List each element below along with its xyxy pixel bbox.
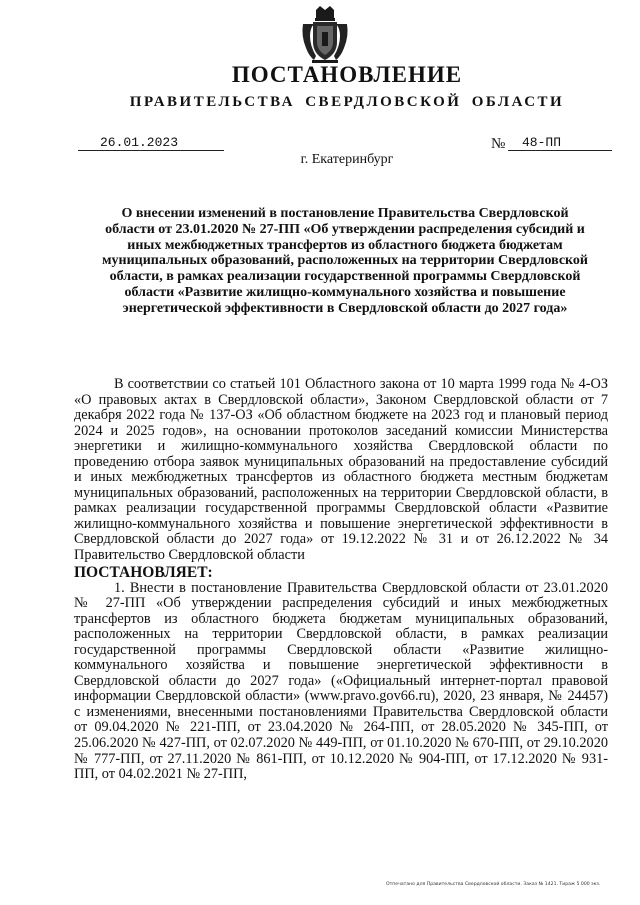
- date-field: [78, 135, 224, 151]
- item-1-paragraph: 1. Внести в постановление Правительства Свердловской области от 23.01.2020 № 27-ПП «Об утверждении распределения субсидий и иных межбюджетных трансфертов из областного бюджета бюджетам муниципальных образований, расположенных на территории Свердловской области, в рамках реализации государственной программы Свердловской области «Развитие жилищно-коммунального хозяйства и повышение энергетической эффективности в Свердловской области до 2027 года» («Официальный интернет-портал правовой информации Свердловской области» (www.pravo.gov66.ru), 2020, 23 января, № 24457) с изменениями, внесенными постановлениями Правительства Свердловской области от 09.04.2020 № 221-ПП, от 23.04.2020 № 264-ПП, от 28.05.2020 № 345-ПП, от 25.06.2020 № 427-ПП, от 02.07.2020 № 449-ПП, от 01.10.2020 № 670-ПП, от 29.10.2020 № 777-ПП, от 27.11.2020 № 861-ПП, от 10.12.2020 № 904-ПП, от 17.12.2020 № 931-ПП, от 04.02.2021 № 27-ПП,: [74, 579, 608, 783]
- document-date: 26.01.2023: [100, 135, 179, 150]
- document-body: [74, 377, 608, 783]
- print-footer: Отпечатано для Правительства Свердловской области. Заказ № 1421. Тираж 5 000 экз.: [386, 882, 601, 887]
- coat-of-arms-icon: [300, 6, 350, 64]
- decree-word: ПОСТАНОВЛЯЕТ:: [74, 563, 213, 581]
- issuer-subtitle: ПРАВИТЕЛЬСТВА СВЕРДЛОВСКОЙ ОБЛАСТИ: [129, 94, 565, 110]
- preamble-paragraph: В соответствии со статьей 101 Областного закона от 10 марта 1999 года № 4-ОЗ «О правовых актах в Свердловской области», Законом Свердловской области от 7 декабря 2022 года № 137-ОЗ «Об областном бюджете на 2023 год и плановый период 2024 и 2025 годов», на основании протоколов заседаний комиссии Министерства энергетики и жилищно-коммунального хозяйства Свердловской области по проведению отбора заявок муниципальных образований на предоставление субсидий и иных межбюджетных трансфертов из областного бюджета местным бюджетам муниципальных образований, расположенных на территории Свердловской области, в рамках реализации государственной программы Свердловской области «Развитие жилищно-коммунального хозяйства и повышение энергетической эффективности в Свердловской области до 2027 года» от 19.12.2022 № 31 и от 26.12.2022 № 34 Правительство Свердловской области: [74, 376, 608, 564]
- document-title: ПОСТАНОВЛЕНИЕ: [231, 62, 463, 87]
- number-sign: №: [491, 136, 506, 152]
- document-heading: О внесении изменений в постановление Правительства Свердловской области от 23.01.2020 № 27-ПП «Об утверждении распределения субсидий и иных межбюджетных трансфертов из областного бюджета бюджетам муниципальных образований, расположенных на территории Свердловской области, в рамках реализации государственной программы Свердловской области «Развитие жилищно-коммунального хозяйства и повышение энергетической эффективности в Свердловской области до 2027 года»: [102, 206, 588, 316]
- number-field: [508, 135, 612, 151]
- document-number: 48-ПП: [522, 135, 562, 150]
- city: г. Екатеринбург: [300, 152, 394, 167]
